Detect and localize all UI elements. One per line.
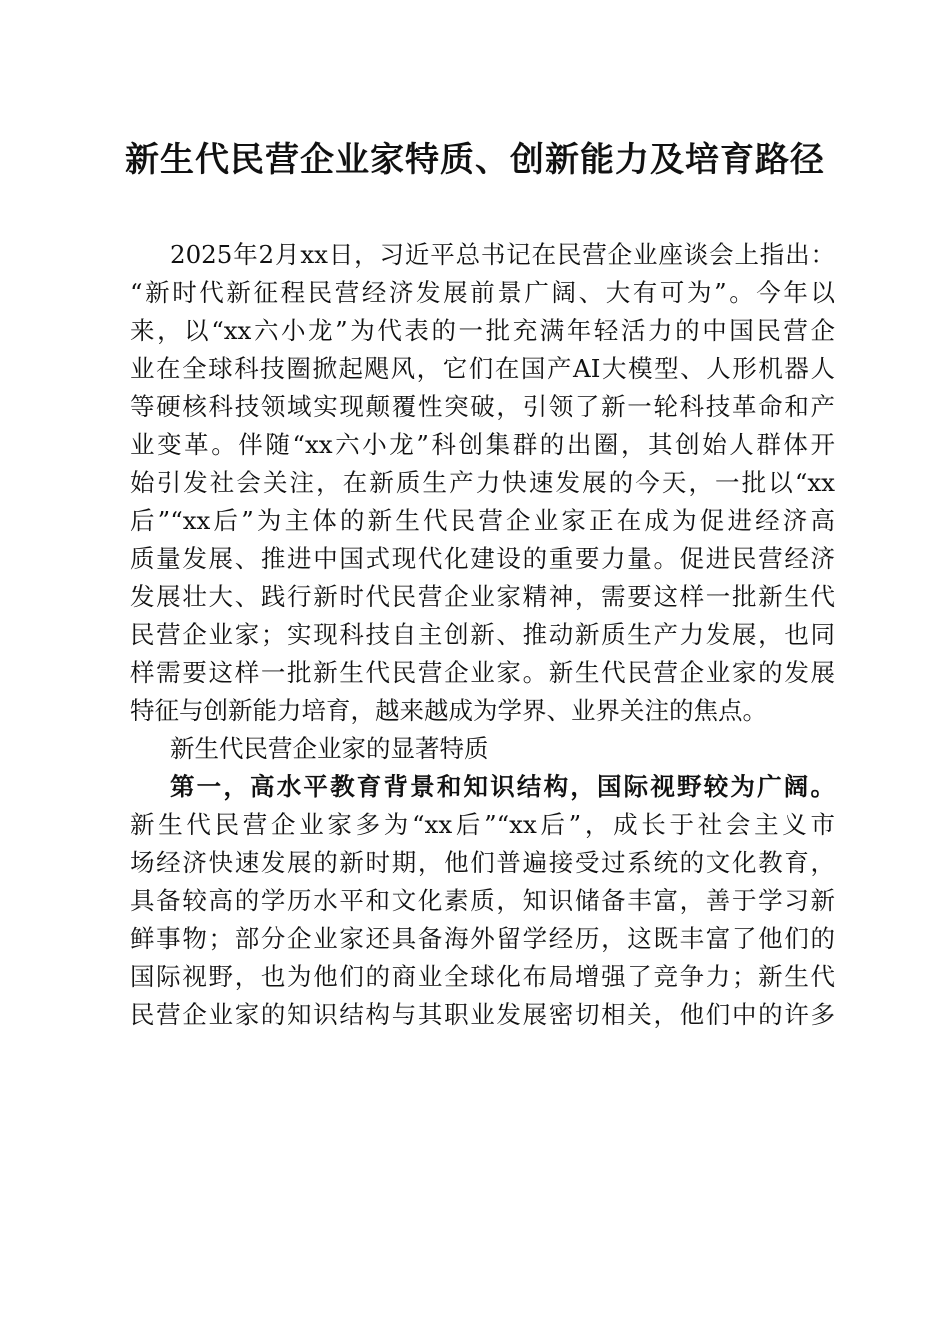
paragraph-2-line: 具备较高的学历水平和文化素质，知识储备丰富，善于学习新	[130, 886, 835, 915]
paragraph-1-line: 2025年2月xx日，习近平总书记在民营企业座谈会上指出：	[170, 240, 835, 269]
paragraph-2-line: 鲜事物；部分企业家还具备海外留学经历，这既丰富了他们的	[130, 924, 835, 953]
section-heading: 新生代民营企业家的显著特质	[170, 734, 489, 763]
paragraph-1-line: “新时代新征程民营经济发展前景广阔、大有可为”。今年以	[130, 278, 835, 307]
document-title: 新生代民营企业家特质、创新能力及培育路径	[125, 140, 825, 180]
paragraph-1-line: 特征与创新能力培育，越来越成为学界、业界关注的焦点。	[130, 696, 767, 725]
paragraph-1-line: 业在全球科技圈掀起飓风，它们在国产AI大模型、人形机器人	[130, 354, 835, 383]
paragraph-1-line: 发展壮大、践行新时代民营企业家精神，需要这样一批新生代	[130, 582, 835, 611]
paragraph-1-line: 始引发社会关注，在新质生产力快速发展的今天，一批以“xx	[130, 468, 835, 497]
paragraph-1-line: 质量发展、推进中国式现代化建设的重要力量。促进民营经济	[130, 544, 835, 573]
paragraph-1-line: 民营企业家；实现科技自主创新、推动新质生产力发展，也同	[130, 620, 835, 649]
paragraph-1-line: 样需要这样一批新生代民营企业家。新生代民营企业家的发展	[130, 658, 835, 687]
paragraph-1-line: 来，以“xx六小龙”为代表的一批充满年轻活力的中国民营企	[130, 316, 835, 345]
paragraph-2-lead: 第一，高水平教育背景和知识结构，国际视野较为广阔。	[170, 772, 835, 801]
paragraph-2-line: 国际视野，也为他们的商业全球化布局增强了竞争力；新生代	[130, 962, 835, 991]
paragraph-2-line: 新生代民营企业家多为“xx后”“xx后”，成长于社会主义市	[130, 810, 835, 839]
paragraph-1-line: 等硬核科技领域实现颠覆性突破，引领了新一轮科技革命和产	[130, 392, 835, 421]
paragraph-1-line: 业变革。伴随“xx六小龙”科创集群的出圈，其创始人群体开	[130, 430, 835, 459]
paragraph-2-line: 场经济快速发展的新时期，他们普遍接受过系统的文化教育，	[130, 848, 835, 877]
paragraph-1-line: 后”“xx后”为主体的新生代民营企业家正在成为促进经济高	[130, 506, 835, 535]
paragraph-2-line: 民营企业家的知识结构与其职业发展密切相关，他们中的许多	[130, 1000, 835, 1029]
